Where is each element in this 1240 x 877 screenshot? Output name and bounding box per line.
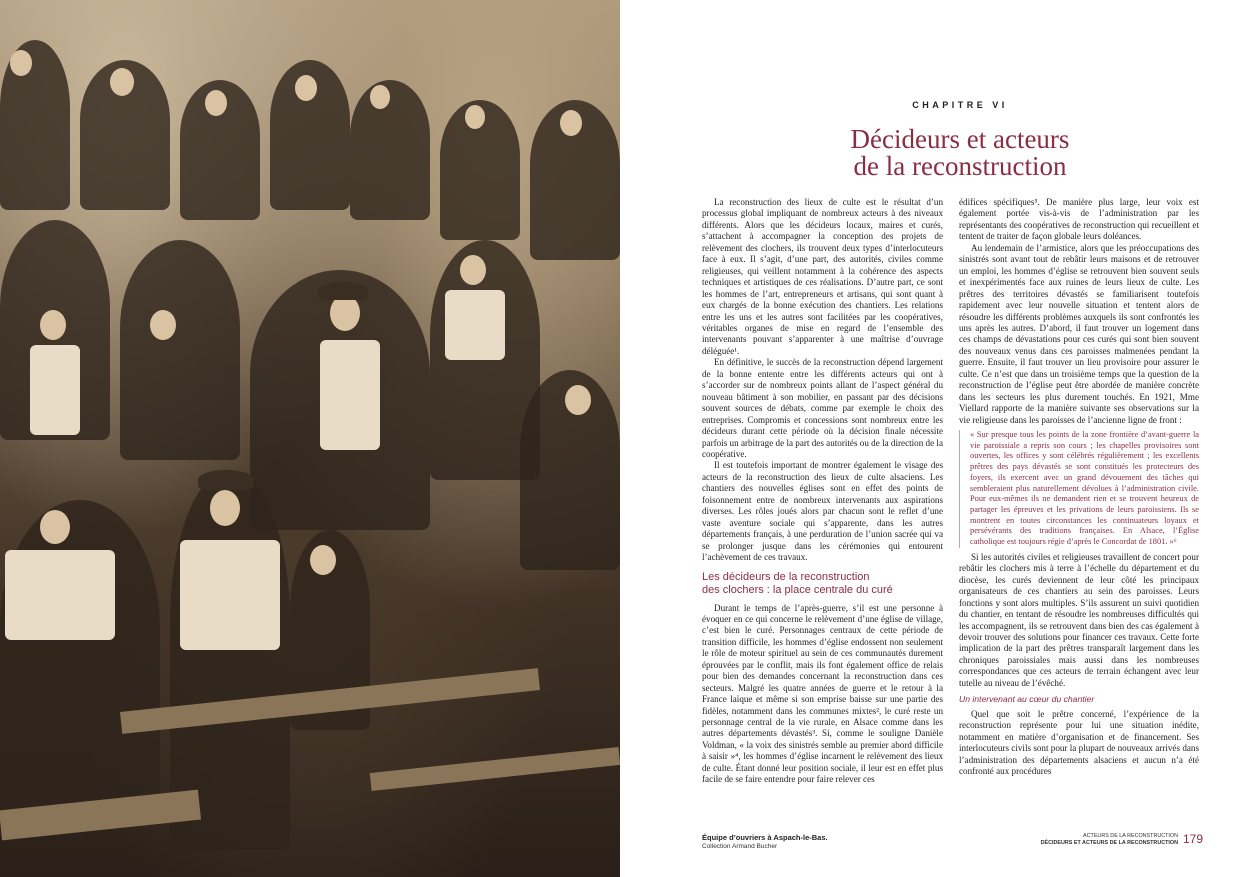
caption-credit: Collection Armand Bucher — [702, 843, 778, 850]
photo-figure — [0, 500, 160, 820]
paragraph: édifices spécifiques⁵. De manière plus large, leur voix est également portée vis-à-vis de l’administration par les représentants des coopératives de reconstruction qui recueillent et tentent de traiter de façon globale leurs doléances. — [959, 197, 1199, 242]
photo-face — [110, 68, 134, 96]
photo-figure — [350, 80, 430, 220]
paragraph: Quel que soit le prêtre concerné, l’expérience de la reconstruction représente pour lui une situation inédite, notamment en matière d’organisation et de financement. Ses interlocuteurs civils sont pour la plupart de nouveaux arrivés dans l’administration des départements alsaciens et aucun n’a été confronté aux procédures — [959, 708, 1199, 776]
chapter-label: CHAPITRE VI — [912, 100, 1008, 110]
photo-face — [210, 490, 240, 526]
chapter-title — [780, 126, 1140, 180]
photo-face — [150, 310, 176, 340]
photo-face — [205, 90, 227, 116]
photo-plank — [370, 747, 620, 791]
photo-caption — [702, 833, 828, 850]
paragraph: Durant le temps de l’après-guerre, s’il est une personne à évoquer en ce qui concerne le relèvement d’une église de village, c’est bien le curé. Personnages centraux de cette période de transition difficile, les hommes d’église endossent non seulement le rôle de moteur spirituel au sein de ces communautés durement éprouvées par le conflit, mais ils font également office de relais pour bien des demandes concernant la reconstruction dans ces secteurs. Malgré les quatre années de guerre et le retour à la France laïque et même si son emprise baisse sur une partie des fidèles, notamment dans les communes mixtes², le curé reste un personnage central de la vie rurale, en Alsace comme dans les autres départements dévastés³. Si, comme le souligne Danièle Voldman, « la voix des sinistrés semble au premier abord difficile à saisir »⁴, les hommes d’église incarnent le relèvement des lieux de culte. Étant donné leur position sociale, il leur est en effet plus facile de se faire entendre pour faire relever ces — [702, 602, 943, 785]
photo-face — [40, 310, 66, 340]
chapter-title-line: Décideurs et acteurs — [850, 124, 1070, 154]
section-heading-line: des clochers : la place centrale du curé — [702, 583, 893, 596]
photo-face — [310, 545, 336, 575]
photo-face — [465, 105, 485, 129]
section-heading — [702, 571, 943, 597]
photo-shirt — [180, 540, 280, 650]
photo-face — [40, 510, 70, 544]
photo-face — [560, 110, 582, 136]
footer-chapter: DÉCIDEURS ET ACTEURS DE LA RECONSTRUCTION — [1040, 840, 1178, 846]
running-footer — [1041, 833, 1178, 847]
photo-face — [330, 295, 360, 331]
paragraph: Si les autorités civiles et religieuses travaillent de concert pour rebâtir les clochers mis à terre à l’échelle du département et du diocèse, les curés deviennent de leur côté les principaux organisateurs de ces chantiers au sein des paroisses. Leurs fonctions y sont alors multiples. S’ils assurent un suivi quotidien du chantier, en tentant de résoudre les nombreuses difficultés qui les accompagnent, ils se retrouvent dans bien des cas également à devoir trouver des solutions pour financer ces travaux. Cette forte implication de la part des prêtres transparaît largement dans les chroniques paroissiales mais aussi dans les nombreuses correspondances que ces acteurs de terrain échangent avec leur tutelle au niveau de l’évêché. — [959, 551, 1199, 688]
paragraph: La reconstruction des lieux de culte est le résultat d’un processus global impliquant de nombreux acteurs à des niveaux différents. Alors que les décideurs locaux, maires et curés, s’attachent à accompagner la conception des projets de relèvement des clochers, ils trouvent deux types d’interlocuteurs face à eux. Il s’agit, d’une part, des autorités, civiles comme religieuses, qui veillent notamment à la cohérence des aspects techniques et artistiques de ces réalisations. D’autre part, ce sont les hommes de l’art, entrepreneurs et artisans, qui sont quant à eux chargés de la bonne exécution des chantiers. Les relations entre les uns et les autres sont facilitées par les coopératives, véritables organes de mise en regard de l’ensemble des intervenants pouvant s’apparenter à une maîtrise d’ouvrage déléguée¹. — [702, 197, 943, 356]
photo-shirt — [5, 550, 115, 640]
paragraph: Au lendemain de l’armistice, alors que les préoccupations des sinistrés sont avant tout de rebâtir leurs maisons et de retrouver un emploi, les hommes d’église se retrouvent bien souvent seuls et inexpérimentés face aux ruines de leurs lieux de culte. Les prêtres des territoires dévastés se familiarisent toutefois rapidement avec leur nouvelle situation et tentent alors de résoudre les différents problèmes auxquels ils sont confrontés les uns après les autres. D’abord, il faut trouver un logement dans ces champs de dévastations pour ces curés qui sont bien souvent des nouveaux venus dans ces paroisses malmenées pendant la guerre. Ensuite, il faut trouver un lieu provisoire pour assurer le culte. Ce n’est que dans un troisième temps que la question de la reconstruction de l’église peut être abordée de manière concrète dans les secteurs les plus durement touchés. En 1921, Mme Viellard rapporte de la manière suivante ses observations sur la vie religieuse dans les paroisses de l’ancienne ligne de front : — [959, 242, 1199, 425]
caption-title: Équipe d’ouvriers à Aspach-le-Bas. — [702, 833, 828, 842]
text-column-left — [702, 197, 943, 786]
photo-cap — [198, 470, 254, 490]
photo-face — [10, 50, 32, 76]
photo-shirt — [320, 340, 380, 450]
chapter-title-line: de la reconstruction — [853, 151, 1067, 181]
section-heading-line: Les décideurs de la reconstruction — [702, 570, 870, 583]
photo-figure — [120, 240, 240, 460]
page-number: 179 — [1183, 832, 1204, 846]
block-quote: « Sur presque tous les points de la zone frontière d’avant-guerre la vie paroissiale a repris son cours ; les chapelles provisoires sont ouvertes, les offices y sont célébrés régulièrement ; les excellents prêtres des pays dévastés se sont constitués les protecteurs des foyers, ils exercent avec un grand dévouement des tâches qui sembleraient plus naturellement dévolues à l’administration civile. Pour eux-mêmes ils ne demandent rien et se trouvent heureux de partager les épreuves et les privations de leurs paroissiens. Ils se montrent en toutes circonstances les continuateurs loyaux et persévérants des traditions françaises. En Alsace, l’Église catholique est toujours régie d’après le Concordat de 1801. »⁶ — [959, 430, 1199, 548]
photo-face — [460, 255, 486, 285]
subsection-heading: Un intervenant au cœur du chantier — [959, 694, 1095, 705]
photo-cap — [318, 282, 368, 300]
photo-shirt — [30, 345, 80, 435]
photo-face — [565, 385, 591, 415]
footer-section: ACTEURS DE LA RECONSTRUCTION — [1083, 833, 1178, 839]
photo-face — [295, 75, 317, 101]
paragraph: Il est toutefois important de montrer également le visage des acteurs de la reconstruction des lieux de culte alsaciens. Les chantiers des nouvelles églises sont en effet des points de foisonnement entre de nombreux intervenants aux aspirations diverses. Les rôles joués alors par chacun sont le reflet d’une vaste aventure sociale qui s’apparente, dans les autres départements français, à une perduration de l’union sacrée qui va se prolonger jusque dans les cérémonies qui entourent l’achèvement de ces travaux. — [702, 460, 943, 563]
photo-face — [370, 85, 390, 109]
paragraph: En définitive, le succès de la reconstruction dépend largement de la bonne entente entre les différents acteurs qui ont à s’accorder sur de nombreux points allant de l’aspect général du nouveau bâtiment à son mobilier, en passant par des décisions souvent sources de débats, comme par exemple le choix des entreprises. Compromis et concessions sont nombreux entre les décideurs durant cette période où la décision finale nécessite parfois un arbitrage de la part des autorités ou de la direction de la coopérative. — [702, 357, 943, 459]
photo-shirt — [445, 290, 505, 360]
text-column-right — [959, 197, 1199, 777]
